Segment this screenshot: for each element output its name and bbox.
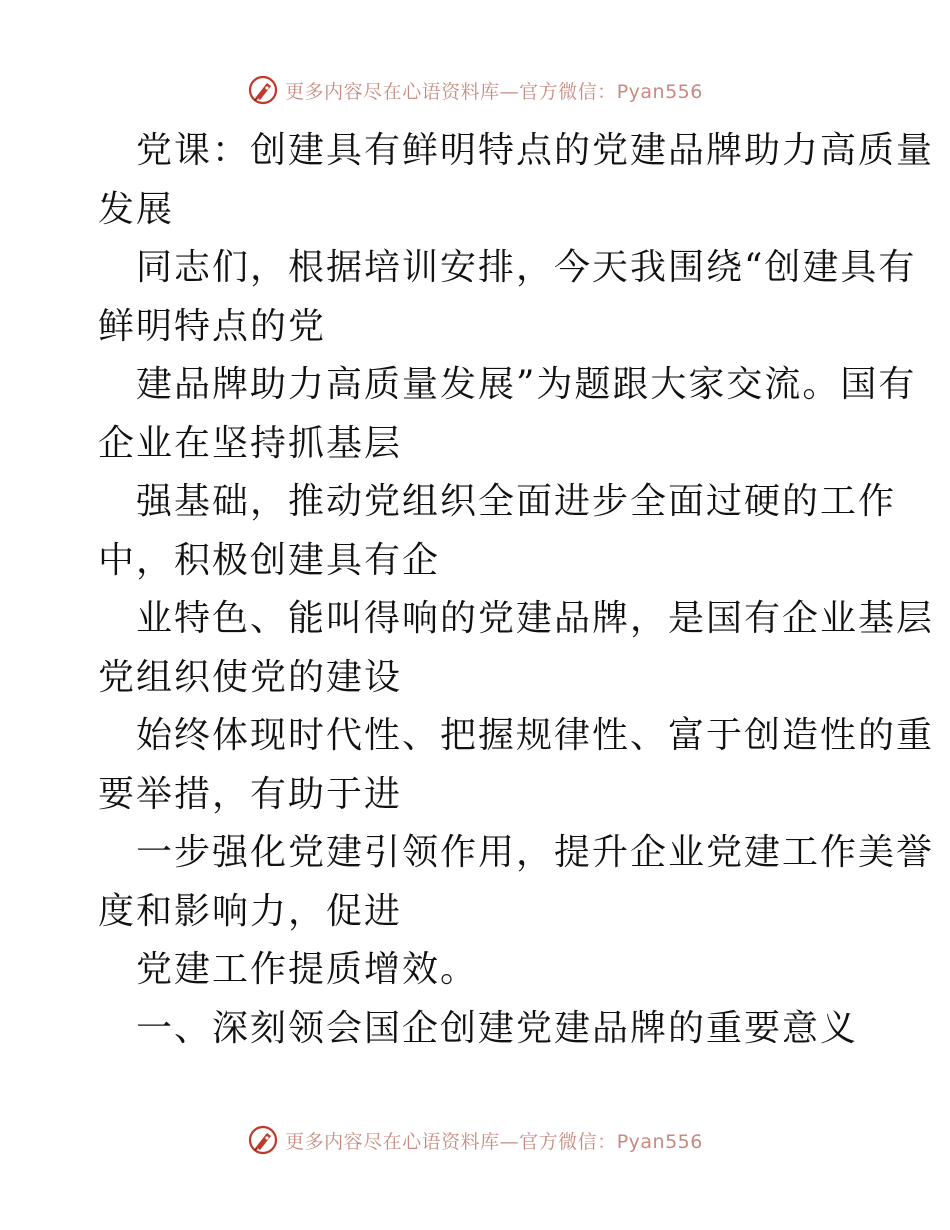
pen-nib-logo-icon	[247, 1124, 279, 1156]
paragraph-line: 同志们，根据培训安排，今天我围绕“创建具有	[136, 247, 917, 288]
paragraph-line: 中，积极创建具有企	[98, 539, 441, 581]
paragraph-line: 建品牌助力高质量发展”为题跟大家交流。国有	[136, 364, 917, 405]
watermark-text: 更多内容尽在心语资料库	[285, 80, 500, 103]
doc-title-line: 党课：创建具有鲜明特点的党建品牌助力高质量	[136, 130, 935, 171]
paragraph-line: 度和影响力，促进	[98, 890, 403, 932]
document-body	[98, 122, 935, 1058]
paragraph-line: 党组织使党的建设	[98, 656, 403, 698]
paragraph-line: 党建工作提质增效。	[136, 949, 479, 990]
paragraph-line: 一步强化党建引领作用，提升企业党建工作美誉	[136, 832, 935, 873]
pen-nib-logo-icon	[247, 74, 279, 106]
watermark-suffix: 官方微信：	[519, 1130, 617, 1153]
section-heading: 一、深刻领会国企创建党建品牌的重要意义	[136, 1007, 859, 1049]
paragraph-line: 强基础，推动党组织全面进步全面过硬的工作	[136, 481, 897, 522]
header-watermark	[0, 72, 950, 108]
watermark-handle: Pyan556	[616, 80, 703, 103]
paragraph-line: 始终体现时代性、把握规律性、富于创造性的重	[136, 715, 935, 756]
paragraph-line: 鲜明特点的党	[98, 305, 327, 347]
watermark-text: 更多内容尽在心语资料库	[285, 1130, 500, 1153]
paragraph-line: 企业在坚持抓基层	[98, 422, 403, 464]
watermark-suffix: 官方微信：	[519, 80, 617, 103]
watermark-dash: —	[499, 80, 520, 103]
paragraph-line: 业特色、能叫得响的党建品牌，是国有企业基层	[136, 598, 935, 639]
watermark-handle: Pyan556	[616, 1130, 703, 1153]
paragraph-line: 要举措，有助于进	[98, 773, 403, 815]
watermark-dash: —	[499, 1130, 520, 1153]
footer-watermark	[0, 1122, 950, 1158]
doc-title-line-cont: 发展	[98, 188, 175, 230]
